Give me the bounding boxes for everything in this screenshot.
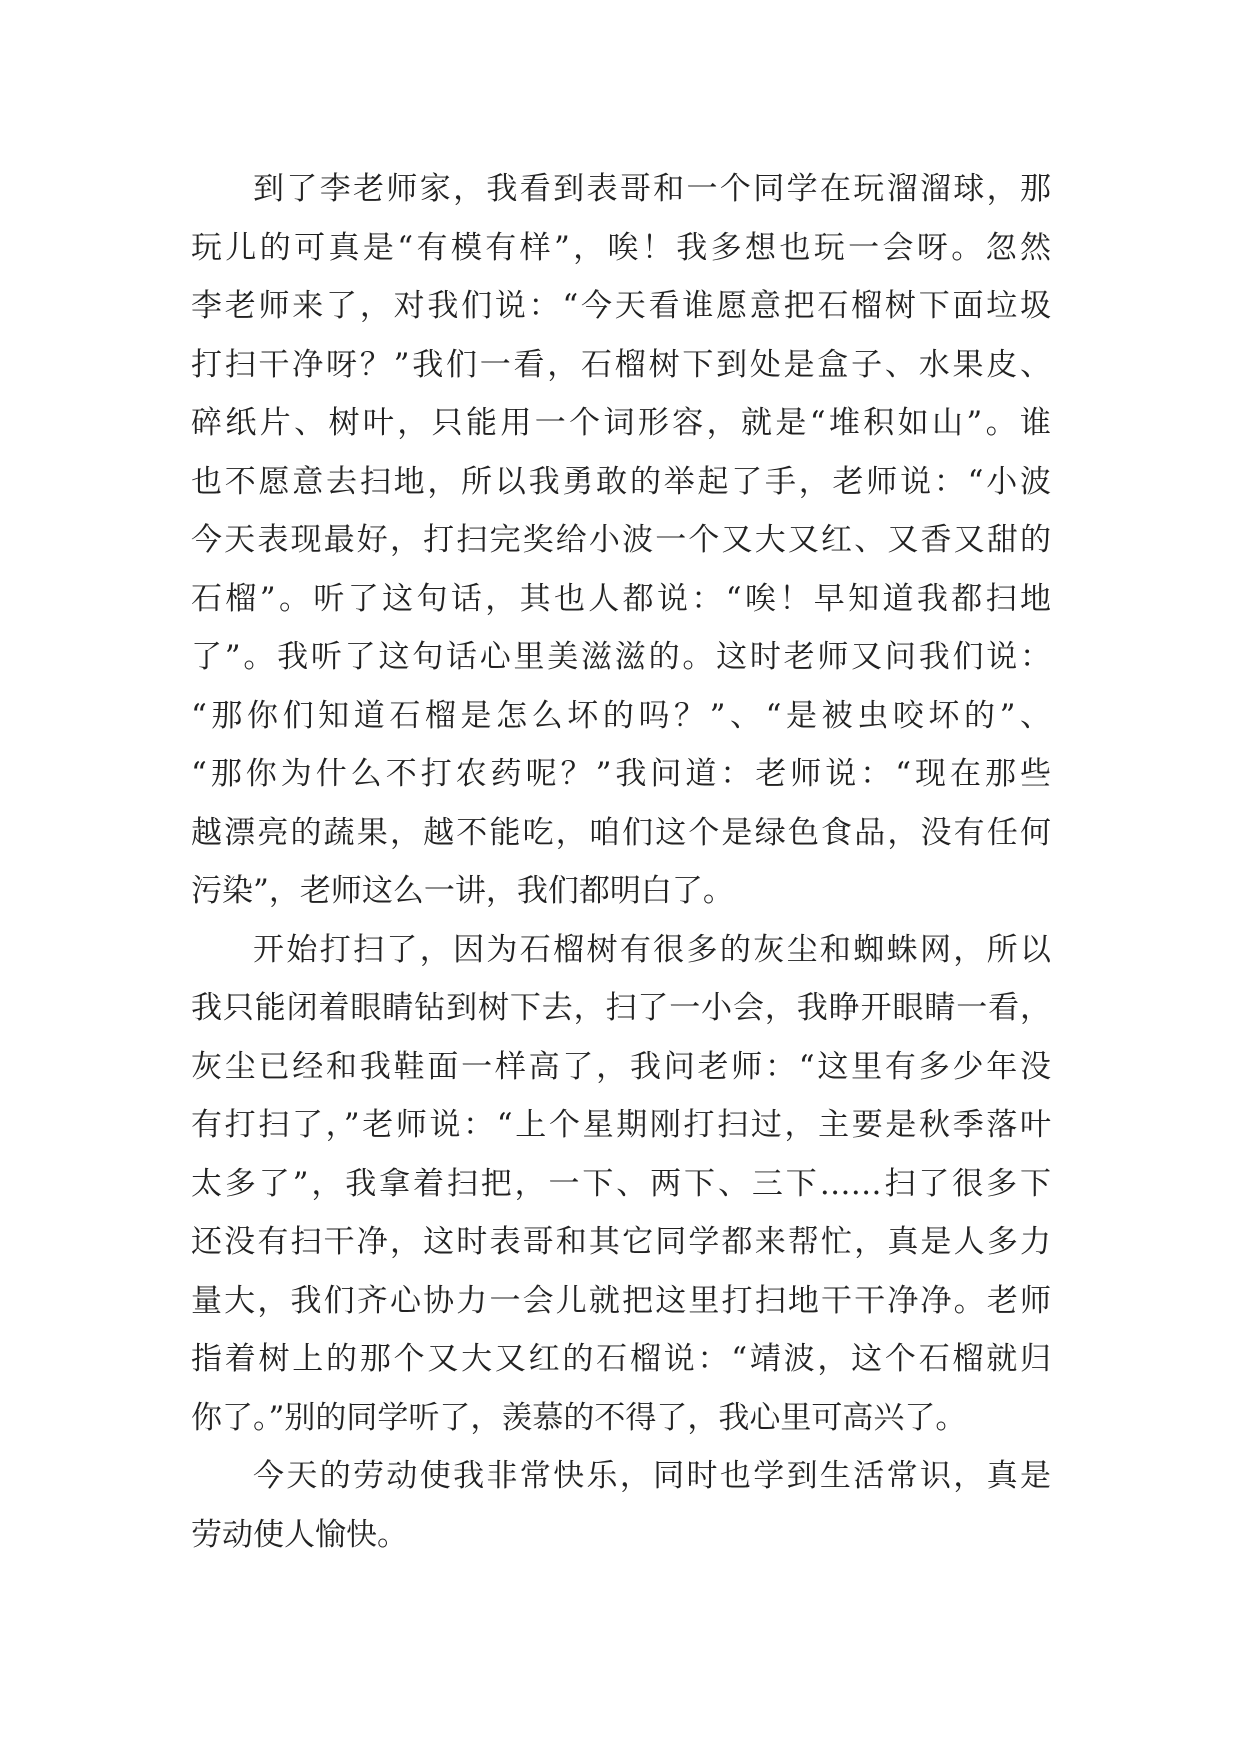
text-line: 你了。”别的同学听了，羡慕的不得了，我心里可高兴了。 xyxy=(191,1399,967,1436)
text-line: 灰尘已经和我鞋面一样高了，我问老师：“这里有多少年没 xyxy=(191,1048,1051,1085)
text-line: 了”。我听了这句话心里美滋滋的。这时老师又问我们说： xyxy=(191,639,1051,675)
text-line: 越漂亮的蔬果，越不能吃，咱们这个是绿色食品，没有任何 xyxy=(191,814,1051,851)
text-line: 打扫干净呀？”我们一看，石榴树下到处是盒子、水果皮、 xyxy=(191,346,1051,383)
text-line: 也不愿意去扫地，所以我勇敢的举起了手，老师说：“小波 xyxy=(191,463,1051,500)
paragraph-1 xyxy=(191,160,1051,921)
text-line: 石榴”。听了这句话，其也人都说：“唉！早知道我都扫地 xyxy=(191,580,1051,617)
text-line: 开始打扫了，因为石榴树有很多的灰尘和蜘蛛网，所以 xyxy=(253,931,1051,968)
text-line: 量大，我们齐心协力一会儿就把这里打扫地干干净净。老师 xyxy=(191,1282,1051,1319)
paragraph-2 xyxy=(191,921,1051,1448)
text-line: 今天的劳动使我非常快乐，同时也学到生活常识，真是 xyxy=(253,1458,1051,1494)
text-line: 今天表现最好，打扫完奖给小波一个又大又红、又香又甜的 xyxy=(191,522,1051,558)
text-line: “那你们知道石榴是怎么坏的吗？”、“是被虫咬坏的”、 xyxy=(191,697,1051,734)
text-line: 到了李老师家，我看到表哥和一个同学在玩溜溜球，那 xyxy=(253,171,1051,207)
text-line: 玩儿的可真是“有模有样”，唉！我多想也玩一会呀。忽然 xyxy=(191,229,1051,266)
text-line: “那你为什么不打农药呢？”我问道：老师说：“现在那些 xyxy=(191,756,1051,792)
text-line: 李老师来了，对我们说：“今天看谁愿意把石榴树下面垃圾 xyxy=(191,288,1051,324)
text-line: 有打扫了，”老师说：“上个星期刚打扫过，主要是秋季落叶 xyxy=(191,1107,1051,1143)
text-line: 还没有扫干净，这时表哥和其它同学都来帮忙，真是人多力 xyxy=(191,1224,1051,1260)
text-line: 指着树上的那个又大又红的石榴说：“靖波，这个石榴就归 xyxy=(191,1341,1051,1377)
text-line: 劳动使人愉快。 xyxy=(191,1516,408,1553)
text-line: 碎纸片、树叶，只能用一个词形容，就是“堆积如山”。谁 xyxy=(191,405,1051,441)
text-line: 我只能闭着眼睛钻到树下去，扫了一小会，我睁开眼睛一看， xyxy=(191,990,1051,1026)
paragraph-3 xyxy=(191,1447,1051,1564)
essay-text xyxy=(191,160,1051,1564)
text-line: 污染”，老师这么一讲，我们都明白了。 xyxy=(191,873,734,909)
text-line: 太多了”，我拿着扫把，一下、两下、三下……扫了很多下 xyxy=(191,1165,1051,1202)
